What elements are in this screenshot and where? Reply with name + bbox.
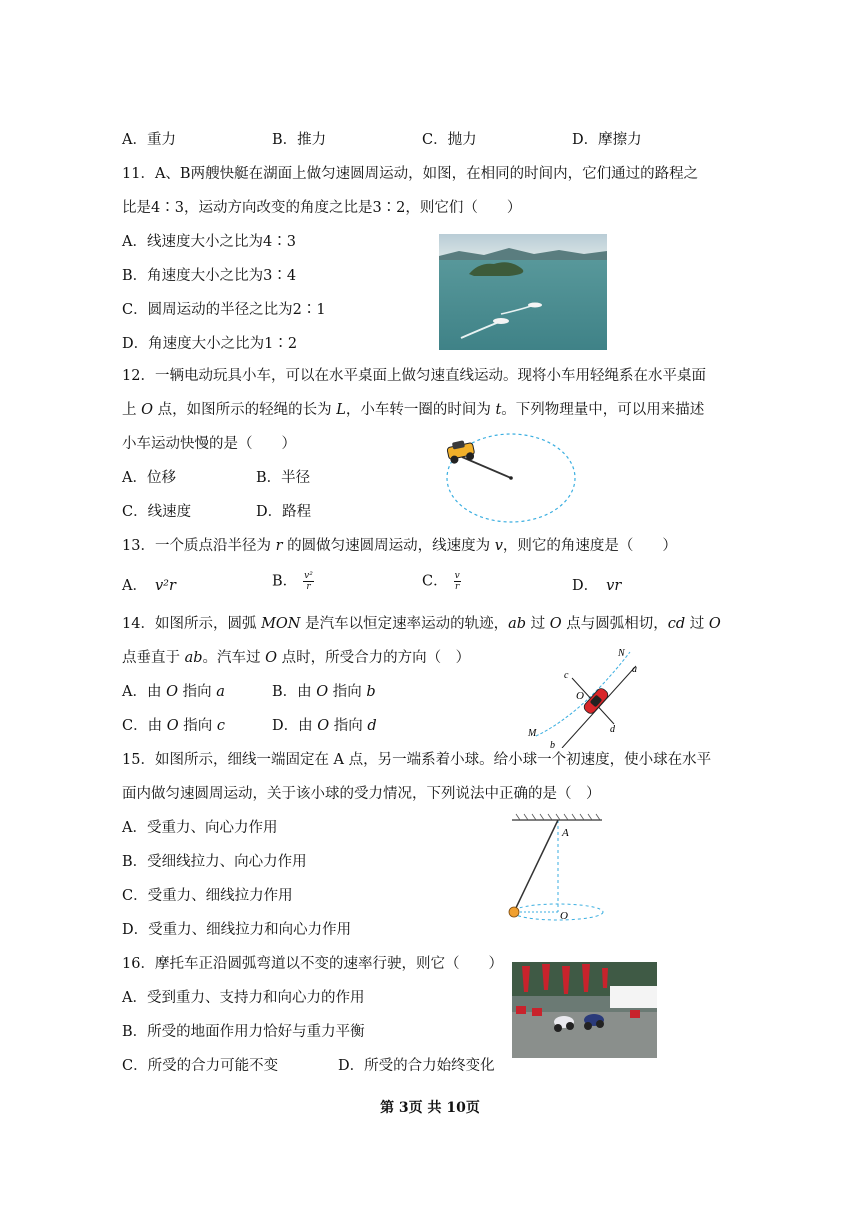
q11-lake-boats-photo [439, 234, 607, 354]
q14-arc-car-figure [522, 644, 652, 752]
q15-stem-line2: 面内做匀速圆周运动，关于该小球的受力情况，下列说法中正确的是（ ） [122, 786, 601, 802]
q11-option-a: A．线速度大小之比为4∶3 [122, 234, 296, 250]
q13-option-b: B． $\frac{\text{v²}}{r}$ [272, 571, 313, 592]
q13-option-c: C． $\frac{v}{r}$ [422, 571, 460, 592]
q13-option-a: A． v²r [122, 578, 176, 594]
q11-option-d: D．角速度大小之比为1∶2 [122, 336, 298, 352]
q16-stem: 16．摩托车正沿圆弧弯道以不变的速率行驶，则它（ ） [122, 956, 503, 972]
q16-option-d: D．所受的合力始终变化 [338, 1058, 495, 1074]
q15-option-b: B．受细线拉力、向心力作用 [122, 854, 307, 870]
q14-stem-line2: 点垂直于 ab。汽车过 O 点时，所受合力的方向（ ） [122, 650, 471, 666]
page-footer: 第 3页 共 10页 [380, 1100, 480, 1116]
q11-stem-line2: 比是4∶3，运动方向改变的角度之比是3∶2，则它们（ ） [122, 200, 522, 216]
q10-option-d: D．摩擦力 [572, 132, 642, 148]
q11-stem-line1: 11．A、B两艘快艇在湖面上做匀速圆周运动，如图，在相同的时间内，它们通过的路程之 [122, 166, 699, 182]
q16-motorcycle-photo [512, 962, 657, 1062]
q12-stem-line3: 小车运动快慢的是（ ） [122, 436, 296, 452]
q13-option-d: D． vr [572, 578, 622, 594]
q12-option-d: D．路程 [256, 504, 312, 520]
q14-option-a: A．由 O 指向 a [122, 684, 225, 700]
q15-option-a: A．受重力、向心力作用 [122, 820, 278, 836]
q14-stem-line1: 14．如图所示，圆弧 MON 是汽车以恒定速率运动的轨迹，ab 过 O 点与圆弧相切，cd 过 O [122, 616, 721, 632]
fig-label-b: b [550, 740, 555, 748]
q10-option-a: A．重力 [122, 132, 176, 148]
q11-option-c: C．圆周运动的半径之比为2∶1 [122, 302, 326, 318]
q10-option-b: B．推力 [272, 132, 327, 148]
q15-conical-pendulum-figure [504, 812, 608, 928]
q15-option-d: D．受重力、细线拉力和向心力作用 [122, 922, 352, 938]
q15-stem-line1: 15．如图所示，细线一端固定在 A 点，另一端系着小球。给小球一个初速度，使小球在水平 [122, 752, 712, 768]
fig-label-M: M [528, 728, 537, 739]
q11-option-b: B．角速度大小之比为3∶4 [122, 268, 297, 284]
q12-option-c: C．线速度 [122, 504, 192, 520]
q15-option-c: C．受重力、细线拉力作用 [122, 888, 293, 904]
q12-toy-car-circle-figure [440, 430, 580, 534]
q14-option-d: D．由 O 指向 d [272, 718, 377, 734]
q10-option-c: C．抛力 [422, 132, 477, 148]
fig-label-N: N [618, 648, 625, 659]
q12-stem-line2: 上 O 点，如图所示的轻绳的长为 L，小车转一圈的时间为 t。下列物理量中，可以用来描述 [122, 402, 705, 418]
fig-label-c: c [564, 670, 569, 681]
q16-option-c: C．所受的合力可能不变 [122, 1058, 279, 1074]
fig-label-O: O [560, 910, 568, 922]
q12-stem-line1: 12．一辆电动玩具小车，可以在水平桌面上做匀速直线运动。现将小车用轻绳系在水平桌面 [122, 368, 706, 384]
q14-option-b: B．由 O 指向 b [272, 684, 376, 700]
fig-label-A: A [562, 827, 569, 839]
fig-label-d: d [610, 724, 615, 735]
q12-option-b: B．半径 [256, 470, 311, 486]
q14-option-c: C．由 O 指向 c [122, 718, 225, 734]
q13-stem: 13．一个质点沿半径为 r 的圆做匀速圆周运动，线速度为 v，则它的角速度是（ ） [122, 538, 677, 554]
q12-option-a: A．位移 [122, 470, 176, 486]
q16-option-b: B．所受的地面作用力恰好与重力平衡 [122, 1024, 365, 1040]
q16-option-a: A．受到重力、支持力和向心力的作用 [122, 990, 365, 1006]
fig-label-a: a [632, 664, 637, 675]
fig-label-O: O [576, 690, 584, 702]
